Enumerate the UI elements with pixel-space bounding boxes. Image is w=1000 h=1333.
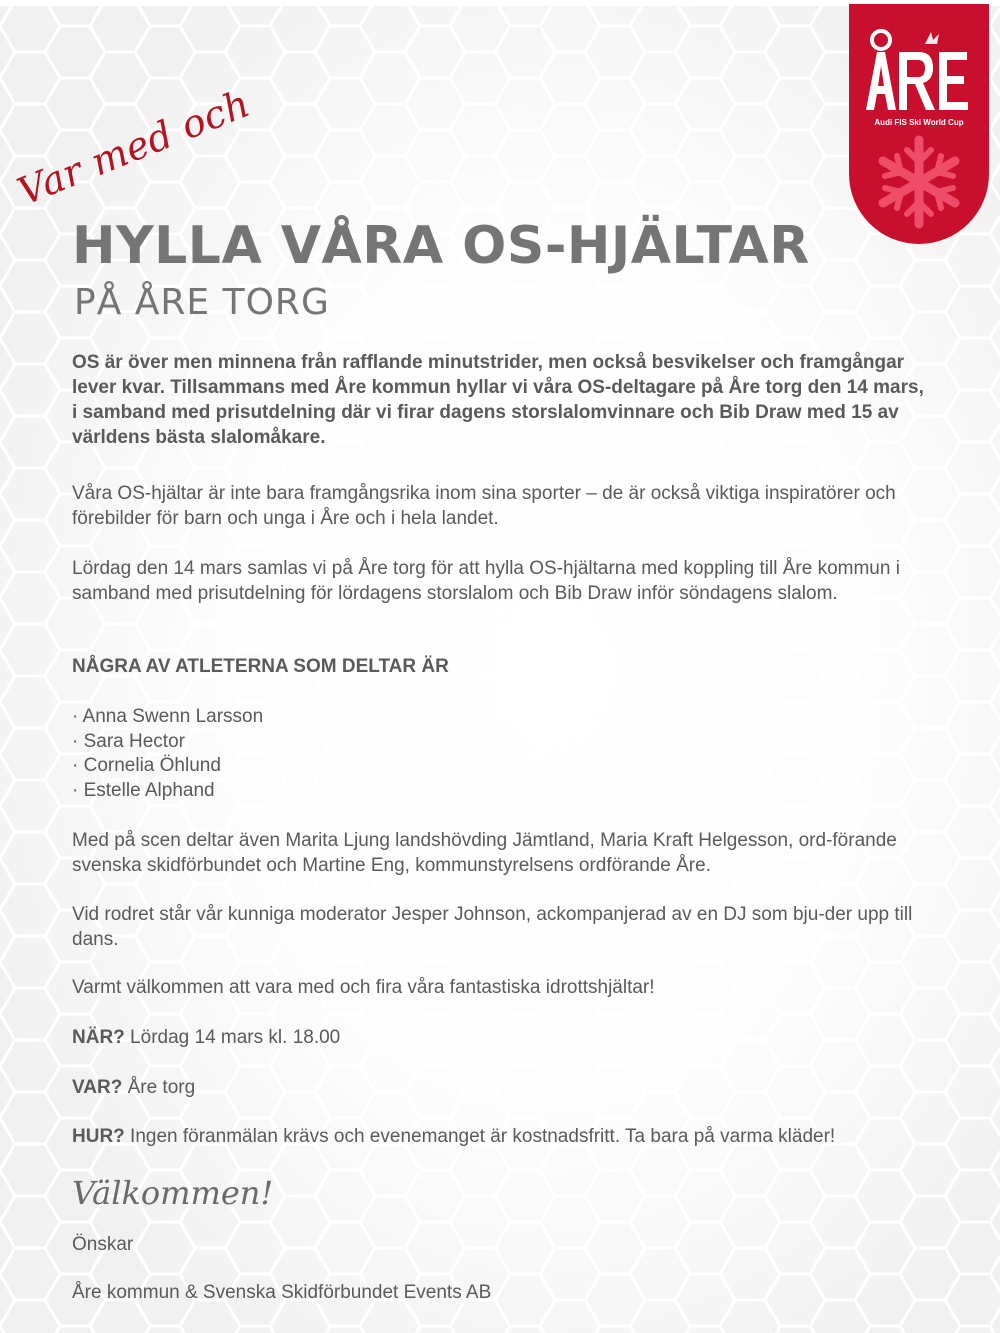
when-value: Lördag 14 mars kl. 18.00 (124, 1027, 341, 1048)
page-title: HYLLA VÅRA OS-HJÄLTAR (72, 216, 810, 276)
are-world-cup-logo (849, 4, 989, 244)
where-label: VAR? (72, 1077, 123, 1098)
logo-tagline: Audi FIS Ski World Cup (874, 118, 964, 127)
lead-paragraph: OS är över men minnena från rafflande minutstrider, men också besvikelser och framgångar lever kvar. Tillsammans med Åre kommun hyllar vi våra OS-deltagare på Åre torg den 14 mars, i samband med prisutdelning där vi firar dagens storslalomvinnare och Bib Draw med 15 av världens bästa slalomåkare. (72, 352, 924, 448)
list-item: · Estelle Alphand (72, 779, 215, 801)
list-item: · Anna Swenn Larsson (72, 706, 264, 727)
list-item: · Sara Hector (72, 730, 185, 752)
paragraph-role-models: Våra OS-hjältar är inte bara framgångsrika inom sina sporter – de är också viktiga inspiratörer och förebilder för barn och unga i Åre och i hela landet. (72, 483, 896, 529)
page-subtitle: PÅ ÅRE TORG (74, 282, 330, 323)
where-detail (72, 1076, 932, 1101)
how-label: HUR? (72, 1126, 125, 1147)
athletes-heading: NÅGRA AV ATLETERNA SOM DELTAR ÄR (72, 656, 449, 677)
where-value: Åre torg (122, 1077, 196, 1098)
intro-script-text: Var med och (11, 81, 257, 214)
signature: Åre kommun & Svenska Skidförbundet Events AB (72, 1282, 492, 1303)
when-detail (72, 1026, 932, 1051)
how-value: Ingen föranmälan krävs och evenemanget är kostnadsfritt. Ta bara på varma kläder! (124, 1126, 836, 1147)
paragraph-welcome: Varmt välkommen att vara med och fira våra fantastiska idrottshjältar! (72, 977, 655, 998)
how-detail (72, 1125, 932, 1150)
paragraph-moderator: Vid rodret står vår kunniga moderator Jesper Johnson, ackompanjerad av en DJ som bju-der upp till dans. (72, 904, 913, 950)
list-item: · Cornelia Öhlund (72, 755, 221, 777)
paragraph-event-description: Lördag den 14 mars samlas vi på Åre torg för att hylla OS-hjältarna med koppling till Åre kommun i samband med prisutdelning för lördagens storslalom och Bib Draw inför söndagens slalom. (72, 558, 900, 604)
welcome-script: Välkommen! (72, 1174, 274, 1212)
wish-text: Önskar (72, 1234, 134, 1255)
paragraph-stage-guests: Med på scen deltar även Marita Ljung landshövding Jämtland, Maria Kraft Helgesson, ord-förande svenska skidförbundet och Martine Eng, kommunstyrelsens ordförande Åre. (72, 830, 897, 876)
athletes-list (72, 705, 932, 803)
when-label: NÄR? (72, 1027, 125, 1048)
